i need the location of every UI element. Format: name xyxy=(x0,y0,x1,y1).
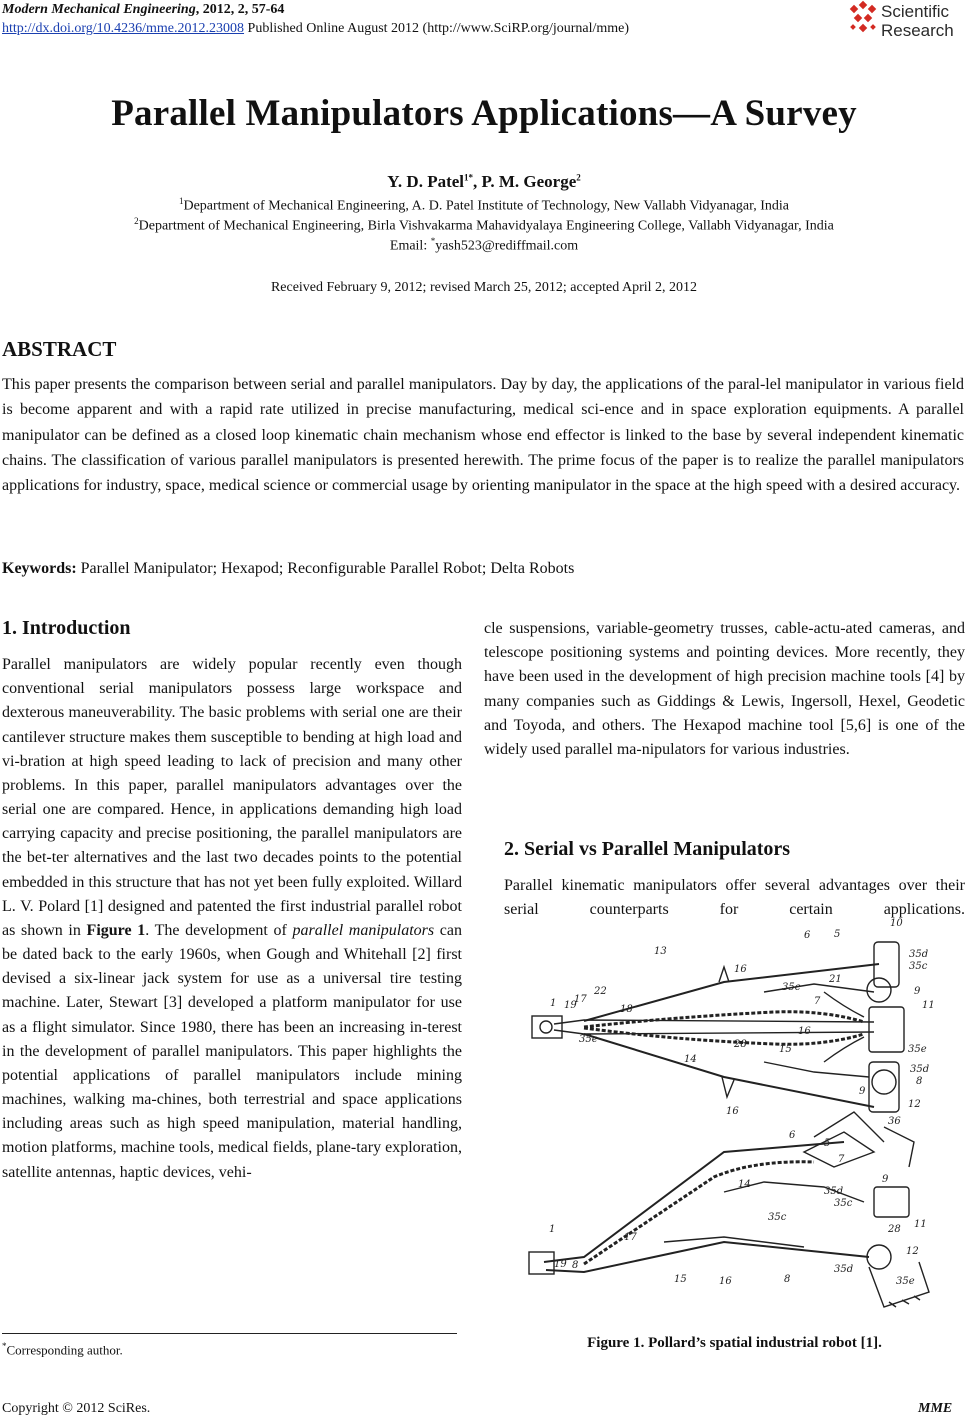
label: 1 xyxy=(549,1224,556,1235)
label: 35d xyxy=(824,1186,844,1197)
label: 14 xyxy=(738,1179,751,1190)
section-1-text-part-1: Parallel manipulators are widely popular recently even though conventional serial manipulators possess large workspace and dexterous maneuverability. The basic problems with serial one are their cantilever structure makes them susceptible to bending at high load and vi-bration at high speed leading to lack of precision and many other problems. In this paper, parallel manipulators advantages over the serial one are compared. Hence, in applications demanding high load carrying capacity and precise positioning, the parallel manipulators are the bet-ter alternatives and the last two decades points to the potential embedded in this structure that has not yet been fully exploited. Willard L. V. Polard [1] designed and patented the first industrial parallel robot as shown in xyxy=(2,656,462,939)
label: 11 xyxy=(922,1000,935,1011)
copyright-footer: Copyright © 2012 SciRes. xyxy=(2,1401,151,1416)
label: 6 xyxy=(789,1130,796,1141)
label: 21 xyxy=(829,974,842,985)
label: 12 xyxy=(908,1099,921,1110)
label: 11 xyxy=(914,1219,927,1230)
label: 15 xyxy=(674,1274,687,1285)
label: 16 xyxy=(726,1106,739,1117)
paper-title: Parallel Manipulators Applications—A Survey xyxy=(111,93,857,134)
label: 35d xyxy=(909,949,929,960)
label: 9 xyxy=(882,1174,889,1185)
label: 5 xyxy=(824,1138,831,1149)
label: 35c xyxy=(782,982,801,993)
footnote-sup: * xyxy=(2,1341,7,1351)
author-separator: , xyxy=(473,172,482,191)
label: 16 xyxy=(798,1026,811,1037)
affiliation-1-sup: 1 xyxy=(178,196,184,206)
figure-1-reference[interactable]: Figure 1 xyxy=(86,921,146,939)
footnote-divider xyxy=(2,1333,457,1334)
section-1-body xyxy=(2,653,462,1185)
email-sup: * xyxy=(430,236,436,246)
label: 12 xyxy=(906,1246,919,1257)
logo-line-2: Research xyxy=(881,21,954,40)
affiliation-2-sup: 2 xyxy=(134,216,139,226)
label: 1 xyxy=(550,998,557,1009)
label: 8 xyxy=(572,1260,579,1271)
label: 9 xyxy=(914,986,921,997)
received-dates: Received February 9, 2012; revised March 25, 2012; accepted April 2, 2012 xyxy=(270,280,698,295)
label: 35e xyxy=(908,1044,927,1055)
label: 18 xyxy=(620,1004,633,1015)
affiliation-1-text: Department of Mechanical Engineering, A. D. Patel Institute of Technology, New Vallabh Vidyanagar, India xyxy=(183,198,790,214)
label: 17 xyxy=(574,994,587,1005)
journal-name: Modern Mechanical Engineering xyxy=(2,2,196,17)
label: 8 xyxy=(784,1274,791,1285)
author-2-sup: 2 xyxy=(576,172,581,183)
published-online-text: Published Online August 2012 (http://www.SciRP.org/journal/mme) xyxy=(244,21,630,36)
label: 19 xyxy=(554,1259,567,1270)
label: 15 xyxy=(779,1044,792,1055)
section-1-body-continued: cle suspensions, variable-geometry trusses, cable-actu-ated cameras, and telescope positioning systems and pointing devices. More recently, they have been used in the development of high precision machine tools [4] by many companies such as Giddings & Lewis, Ingersoll, Hexel, Geodetic and Toyoda, and others. The Hexapod machine tool [5,6] is one of the widely used parallel ma-nipulators for various industries. xyxy=(484,620,965,759)
keywords-label: Keywords: xyxy=(2,560,77,577)
keywords-line xyxy=(2,560,574,578)
authors-line xyxy=(0,172,968,192)
section-2-body: Parallel kinematic manipulators offer several advantages over their serial counterparts for certain applications. xyxy=(504,877,965,919)
section-1-text-part-3: can be dated back to the early 1960s, when Gough and Whitehall [2] first devised a six-linear jack system for use as a universal tire testing machine. Later, Stewart [3] developed a platform manipulator for use as a flight simulator. Since 1980, there has been an increasing in-terest in the development of parallel manipulators. This paper highlights the potential applications of parallel manipulators include mining machines, walking ma-chines, both terrestrial and space applications including areas such as high speed manipulation, material handling, motion platforms, machine tools, medical fields, plane-tary exploration, satellite antennas, haptic devices, vehi- xyxy=(2,921,463,1181)
label: 35d xyxy=(910,1064,930,1075)
label: 9 xyxy=(859,1086,866,1097)
label: 36 xyxy=(888,1116,901,1127)
label: 7 xyxy=(838,1154,845,1165)
footnote-text: Corresponding author. xyxy=(6,1342,123,1358)
robot-top-view xyxy=(532,942,904,1112)
doi-line xyxy=(2,21,629,37)
affiliation-2-text: Department of Mechanical Engineering, Birla Vishvakarma Mahavidyalaya Engineering College, Vallabh Vidyanagar, India xyxy=(138,218,834,234)
label: 17 xyxy=(624,1232,637,1243)
figure-labels xyxy=(549,918,935,1287)
affiliation-1 xyxy=(0,196,968,215)
journal-abbreviation: MME xyxy=(918,1401,953,1416)
author-1: Y. D. Patel xyxy=(387,172,465,191)
label: 16 xyxy=(719,1276,732,1287)
robot-patent-drawing xyxy=(524,912,964,1324)
volume-info: , 2012, 2, 57-64 xyxy=(195,2,285,17)
label: 35d xyxy=(834,1264,854,1275)
label: 13 xyxy=(654,946,667,957)
label: 5 xyxy=(834,929,841,940)
label: 35e xyxy=(896,1276,915,1287)
email-line xyxy=(0,236,968,255)
publisher-logo-icon xyxy=(849,0,879,40)
author-2: P. M. George xyxy=(481,172,577,191)
affiliation-2 xyxy=(0,216,968,235)
label: 7 xyxy=(814,996,821,1007)
label: 28 xyxy=(734,1039,747,1050)
author-1-sup: 1* xyxy=(464,172,474,183)
label: 16 xyxy=(734,964,747,975)
label: 22 xyxy=(594,986,607,997)
section-2-heading: 2. Serial vs Parallel Manipulators xyxy=(504,838,791,860)
abstract-heading: ABSTRACT xyxy=(2,337,117,361)
section-1-text-part-2: . The development of xyxy=(145,921,293,939)
doi-link[interactable]: http://dx.doi.org/10.4236/mme.2012.23008 xyxy=(2,21,245,36)
label: 35c xyxy=(768,1212,787,1223)
email-prefix: Email: xyxy=(389,238,431,254)
label: 6 xyxy=(804,930,811,941)
label: 19 xyxy=(564,1000,577,1011)
section-1-heading: 1. Introduction xyxy=(2,617,131,639)
figure-1-drawing xyxy=(524,912,964,1324)
figure-1-caption: Figure 1. Pollard’s spatial industrial robot [1]. xyxy=(587,1335,882,1351)
abstract-body: This paper presents the comparison between serial and parallel manipulators. Day by day, the applications of the paral-lel manipulator in various field is become apparent and with a rapid rate utilized in precise manufacturing, medical sci-ence and in space exploration equipments. A parallel manipulator can be defined as a closed loop kinematic chain mechanism whose end effector is linked to the base by several independent kinematic chains. The classification of various parallel manipulators is presented herewith. The prime focus of the paper is to realize the parallel manipulators applications for industry, space, medical science or commercial usage by orienting manipulator in the space at the high speed with a desired accuracy. xyxy=(2,376,964,495)
label: 35c xyxy=(834,1198,853,1209)
label: 28 xyxy=(888,1224,901,1235)
running-header xyxy=(2,2,284,18)
logo-line-1: Scientific xyxy=(881,2,950,21)
publisher-logo xyxy=(849,0,967,42)
keywords-text: Parallel Manipulator; Hexapod; Reconfigurable Parallel Robot; Delta Robots xyxy=(76,560,575,577)
email-address: yash523@rediffmail.com xyxy=(435,238,579,254)
label: 35e xyxy=(579,1034,598,1045)
section-1-italic-term: parallel manipulators xyxy=(292,921,435,939)
footnote xyxy=(2,1341,123,1358)
publisher-logo-text xyxy=(881,2,954,40)
label: 35c xyxy=(909,961,928,972)
label: 8 xyxy=(916,1076,923,1087)
label: 14 xyxy=(684,1054,697,1065)
label: 10 xyxy=(890,918,903,929)
